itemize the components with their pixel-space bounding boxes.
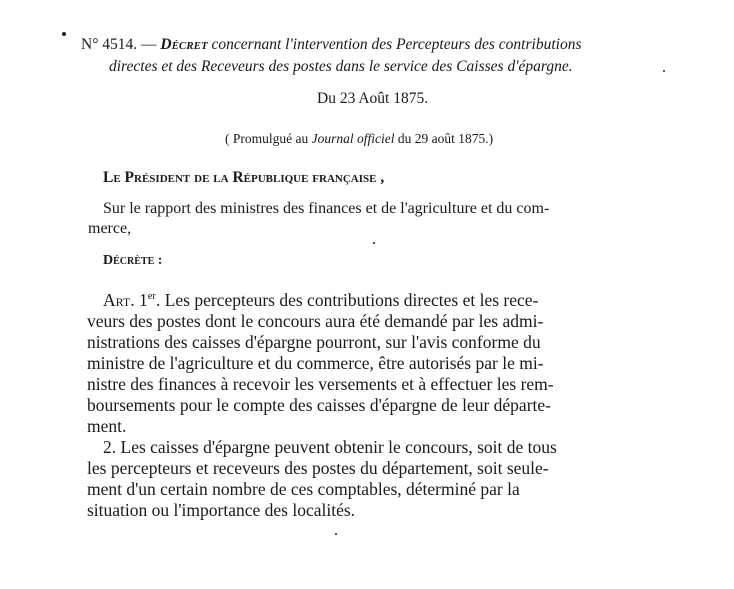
title-dash: —	[137, 36, 161, 53]
decree-title-line-1	[81, 36, 581, 54]
promulgation-close: du 29 août 1875.)	[394, 131, 494, 146]
decree-title-line-2: directes et des Receveurs des postes dans le service des Caisses d'épargne.	[109, 58, 573, 75]
decree-number: N° 4514.	[81, 36, 138, 53]
promulgation-open: ( Promulgué au	[225, 131, 312, 146]
decree-title-text: concernant l'intervention des Percepteurs des contributions	[207, 36, 582, 53]
ink-speck	[373, 242, 375, 244]
article-2-line: ment d'un certain nombre de ces comptables, déterminé par la	[87, 479, 520, 499]
ordinal-suffix: er	[147, 291, 156, 303]
ink-speck	[62, 32, 66, 36]
article-2-line: situation ou l'importance des localités.	[87, 500, 356, 520]
decrete-heading: Décrète :	[103, 253, 163, 268]
journal-name: Journal officiel	[311, 131, 395, 146]
article-1-text: Les percepteurs des contributions directes et les rece-	[160, 290, 539, 310]
rapport-line-1: Sur le rapport des ministres des finances et de l'agriculture et du com-	[103, 200, 550, 217]
article-1-line: nistrations des caisses d'épargne pourront, sur l'avis conforme du	[87, 332, 541, 352]
article-1-line: nistre des finances à recevoir les versements et à effectuer les rem-	[87, 374, 554, 394]
article-1-line	[103, 290, 538, 311]
rapport-line-2: merce,	[88, 220, 132, 237]
article-1-line: boursements pour le compte des caisses d'épargne de leur départe-	[87, 395, 551, 415]
article-2-line: les percepteurs et receveurs des postes du département, soit seule-	[87, 458, 549, 478]
ink-speck	[663, 70, 665, 72]
decree-word: Décret	[160, 36, 208, 53]
decree-date: Du 23 Août 1875.	[317, 90, 429, 107]
article-1-line: ministre de l'agriculture et du commerce, être autorisés par le mi-	[87, 353, 544, 373]
promulgation-note	[225, 131, 493, 147]
ink-speck	[335, 533, 337, 535]
article-2-line: 2. Les caisses d'épargne peuvent obtenir le concours, soit de tous	[103, 437, 557, 457]
article-1-line: ment.	[87, 416, 127, 436]
president-heading: Le Président de la République française ,	[103, 169, 385, 186]
article-1-label: Art. 1er.	[103, 290, 161, 310]
article-1-line: veurs des postes dont le concours aura été demandé par les admi-	[87, 311, 544, 331]
